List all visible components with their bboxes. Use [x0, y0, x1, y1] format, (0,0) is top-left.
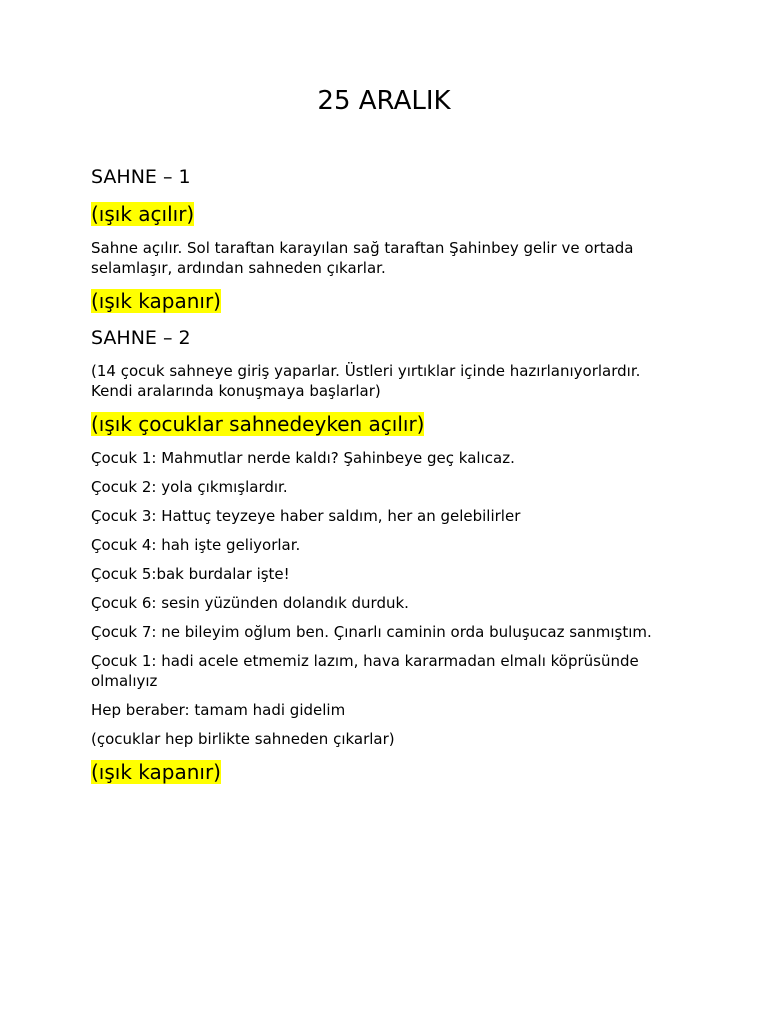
dialogue-line: Çocuk 3: Hattuç teyzeye haber saldım, her an gelebilirler — [91, 507, 521, 525]
dialogue-line: Çocuk 2: yola çıkmışlardır. — [91, 478, 288, 496]
light-cue-4: (ışık kapanır) — [91, 760, 221, 784]
light-cue-1: (ışık açılır) — [91, 202, 195, 226]
dialogue-line: Çocuk 1: hadi acele etmemiz lazım, hava kararmadan elmalı köprüsünde olmalıyız — [91, 652, 639, 690]
document-body — [91, 164, 681, 796]
stage-direction-1: Sahne açılır. Sol taraftan karayılan sağ taraftan Şahinbey gelir ve ortada selamlaşır, ardından sahneden çıkarlar. — [91, 239, 634, 277]
scene-heading-1: SAHNE – 1 — [91, 166, 191, 188]
document-title: 25 ARALIK — [317, 86, 451, 116]
dialogue-line: Çocuk 1: Mahmutlar nerde kaldı? Şahinbeye geç kalıcaz. — [91, 449, 515, 467]
dialogue-line: Çocuk 5:bak burdalar işte! — [91, 565, 290, 583]
dialogue-line: Çocuk 6: sesin yüzünden dolandık durduk. — [91, 594, 409, 612]
stage-direction-2: (14 çocuk sahneye giriş yaparlar. Üstleri yırtıklar içinde hazırlanıyorlardır. Kendi aralarında konuşmaya başlarlar) — [91, 362, 641, 400]
dialogue-line: Çocuk 7: ne bileyim oğlum ben. Çınarlı caminin orda buluşucaz sanmıştım. — [91, 623, 652, 641]
light-cue-2: (ışık kapanır) — [91, 289, 221, 313]
light-cue-3: (ışık çocuklar sahnedeyken açılır) — [91, 412, 425, 436]
stage-direction-3: (çocuklar hep birlikte sahneden çıkarlar) — [91, 730, 395, 748]
dialogue-line: Hep beraber: tamam hadi gidelim — [91, 701, 346, 719]
dialogue-line: Çocuk 4: hah işte geliyorlar. — [91, 536, 301, 554]
scene-heading-2: SAHNE – 2 — [91, 327, 191, 349]
